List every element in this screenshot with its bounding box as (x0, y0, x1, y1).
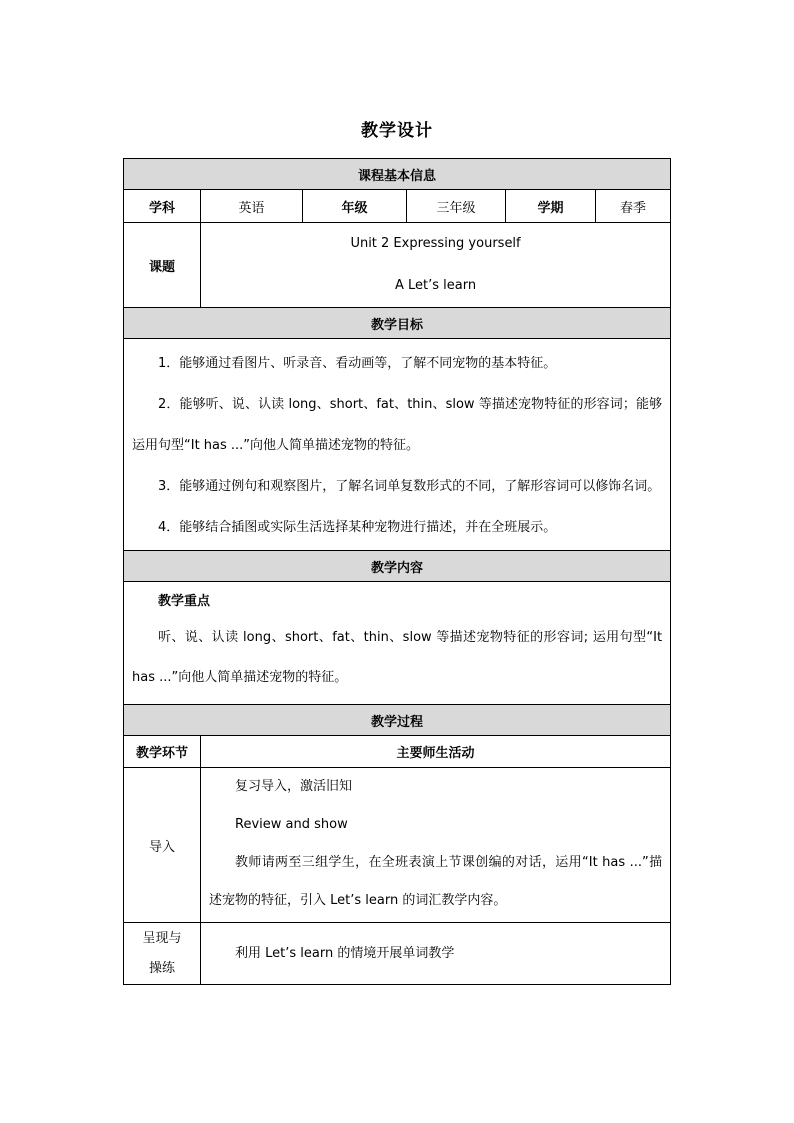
process-activity (201, 768, 671, 923)
term-label: 学期 (506, 190, 596, 223)
goal-item: 3．能够通过例句和观察图片，了解名词单复数形式的不同，了解形容词可以修饰名词。 (158, 479, 661, 494)
basic-info-header: 课程基本信息 (124, 159, 671, 190)
activity-line: 利用 Let’s learn 的情境开展单词教学 (235, 945, 455, 961)
goal-item: 2．能够听、说、认读 long、short、fat、thin、slow 等描述宠物特征的形容词；能够运用句型“It has ...”向他人简单描述宠物的特征。 (132, 397, 663, 453)
goals-header: 教学目标 (124, 308, 671, 339)
document-title: 教学设计 (361, 121, 433, 141)
lesson-plan-table (123, 158, 671, 985)
activity-line: Review and show (235, 817, 348, 832)
grade-label: 年级 (303, 190, 407, 223)
subject-value: 英语 (201, 190, 303, 223)
content-header: 教学内容 (124, 551, 671, 582)
key-point-label: 教学重点 (158, 594, 211, 609)
grade-value: 三年级 (407, 190, 506, 223)
activity-line: 教师请两至三组学生，在全班表演上节课创编的对话，运用“It has ...”描述宠物的特征，引入 Let’s learn 的词汇教学内容。 (209, 855, 663, 908)
key-point-text: 听、说、认读 long、short、fat、thin、slow 等描述宠物特征的形容词; 运用句型“It has ...”向他人简单描述宠物的特征。 (132, 630, 663, 685)
content-cell (124, 582, 671, 705)
topic-line-1: Unit 2 Expressing yourself (350, 236, 521, 251)
goals-cell (124, 339, 671, 551)
subject-label: 学科 (124, 190, 201, 223)
process-stage: 导入 (124, 768, 201, 923)
process-stage: 呈现与操练 (124, 923, 201, 985)
topic-label: 课题 (124, 223, 201, 308)
topic-cell (201, 223, 671, 308)
topic-line-2: A Let’s learn (394, 278, 477, 293)
goal-item: 4．能够结合插图或实际生活选择某种宠物进行描述，并在全班展示。 (158, 520, 557, 535)
goal-item: 1．能够通过看图片、听录音、看动画等，了解不同宠物的基本特征。 (158, 356, 557, 371)
activity-line: 复习导入，激活旧知 (235, 779, 353, 794)
term-value: 春季 (596, 190, 671, 223)
process-col-stage: 教学环节 (124, 736, 201, 768)
process-col-activity: 主要师生活动 (201, 736, 671, 768)
process-header: 教学过程 (124, 705, 671, 736)
process-activity (201, 923, 671, 985)
